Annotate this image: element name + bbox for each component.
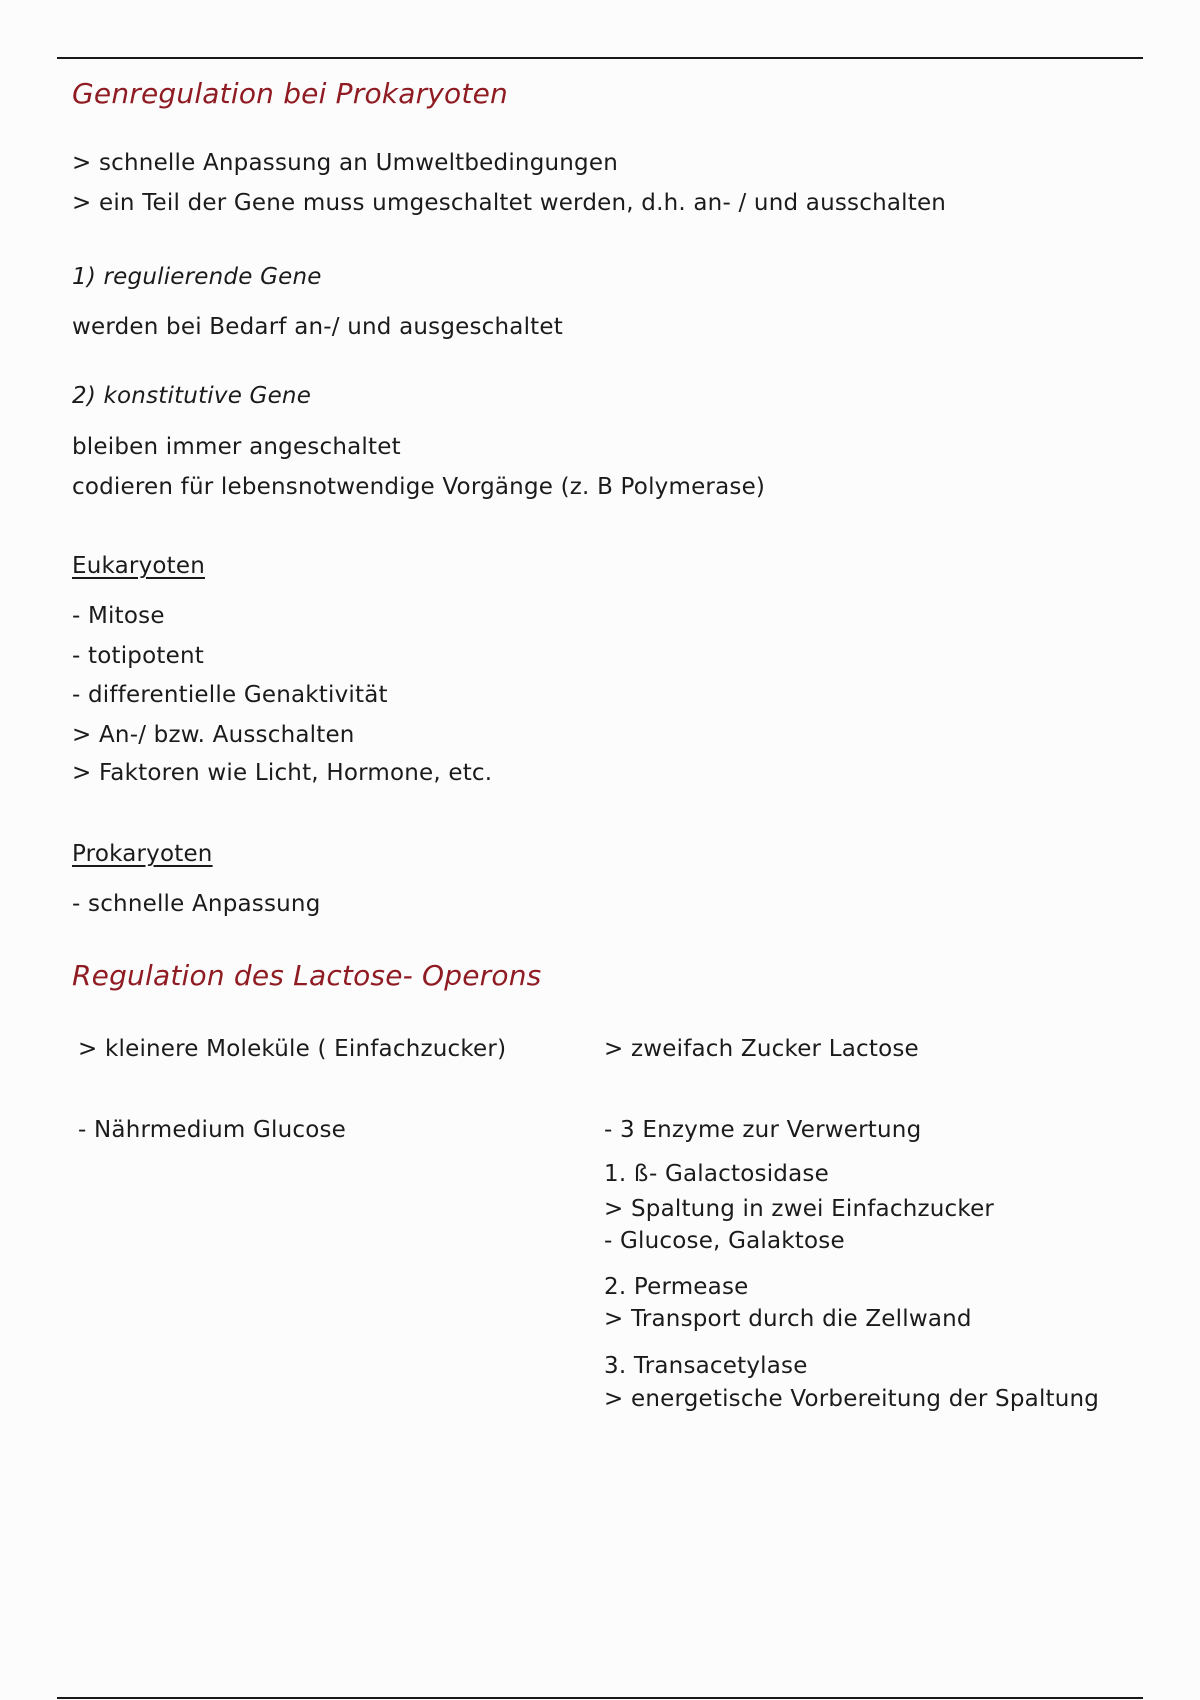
heading-prokaryoten: Prokaryoten — [72, 841, 213, 867]
eukaryoten-item: - Mitose — [72, 603, 165, 629]
eukaryoten-item: > Faktoren wie Licht, Hormone, etc. — [72, 760, 493, 786]
konstitutive-gene-line-1: bleiben immer angeschaltet — [72, 434, 401, 460]
regulierende-gene-text: werden bei Bedarf an-/ und ausgeschaltet — [72, 314, 563, 340]
enzyme-transacetylase-name: 3. Transacetylase — [604, 1353, 808, 1379]
enzyme-transacetylase-detail: > energetische Vorbereitung der Spaltung — [604, 1386, 1100, 1412]
enzyme-galactosidase-name: 1. ß- Galactosidase — [604, 1161, 829, 1187]
eukaryoten-item: - totipotent — [72, 643, 204, 669]
left-column-line-2: - Nährmedium Glucose — [78, 1117, 347, 1143]
intro-line-2: > ein Teil der Gene muss umgeschaltet werden, d.h. an- / und ausschalten — [72, 190, 947, 216]
right-column-line-2: - 3 Enzyme zur Verwertung — [604, 1117, 922, 1143]
section-title-genregulation: Genregulation bei Prokaryoten — [72, 77, 508, 110]
right-column-line-1: > zweifach Zucker Lactose — [604, 1036, 919, 1062]
konstitutive-gene-line-2: codieren für lebensnotwendige Vorgänge (z. B Polymerase) — [72, 474, 766, 500]
top-rule — [57, 57, 1143, 59]
section-title-lactose-operon: Regulation des Lactose- Operons — [72, 959, 542, 992]
heading-regulierende-gene: 1) regulierende Gene — [72, 264, 322, 290]
bottom-rule — [57, 1697, 1143, 1699]
enzyme-galactosidase-detail: > Spaltung in zwei Einfachzucker — [604, 1196, 995, 1222]
intro-line-1: > schnelle Anpassung an Umweltbedingungen — [72, 150, 618, 176]
enzyme-permease-name: 2. Permease — [604, 1274, 749, 1300]
left-column-line-1: > kleinere Moleküle ( Einfachzucker) — [78, 1036, 507, 1062]
heading-eukaryoten: Eukaryoten — [72, 553, 206, 579]
heading-konstitutive-gene: 2) konstitutive Gene — [72, 383, 312, 409]
prokaryoten-item: - schnelle Anpassung — [72, 891, 321, 917]
eukaryoten-item: > An-/ bzw. Ausschalten — [72, 722, 355, 748]
enzyme-galactosidase-detail: - Glucose, Galaktose — [604, 1228, 845, 1254]
eukaryoten-item: - differentielle Genaktivität — [72, 682, 388, 708]
enzyme-permease-detail: > Transport durch die Zellwand — [604, 1306, 972, 1332]
